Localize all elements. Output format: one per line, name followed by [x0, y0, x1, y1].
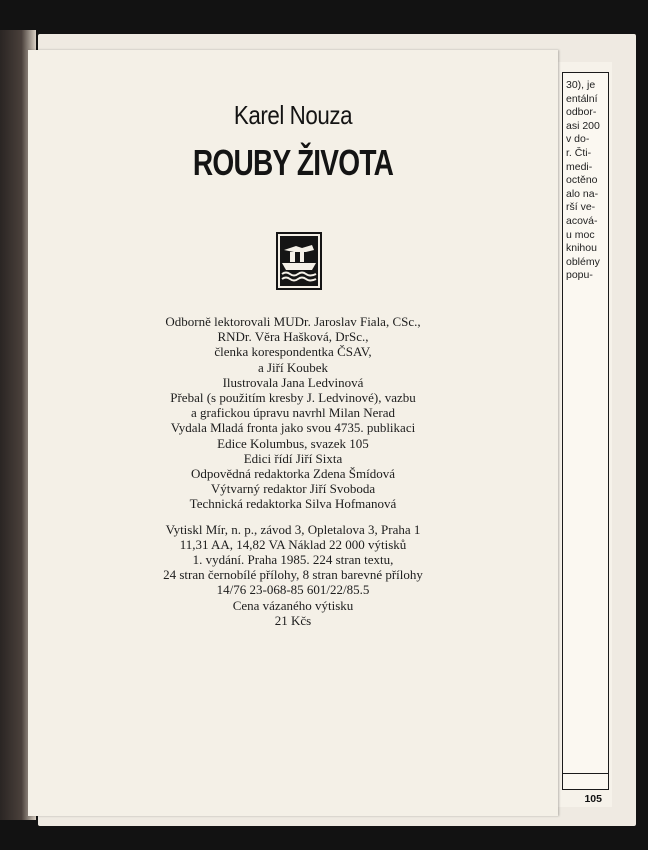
colophon-credits — [28, 314, 558, 512]
colophon-line: Odborně lektorovali MUDr. Jaroslav Fiala, CSc., — [165, 314, 421, 329]
right-page-line: popu- — [566, 269, 593, 282]
right-page-line: acová- — [566, 214, 598, 227]
colophon-line: Edice Kolumbus, svazek 105 — [217, 435, 369, 451]
right-page-text — [566, 79, 606, 283]
right-page-line: u moc — [566, 228, 595, 241]
right-page-separator — [563, 773, 608, 774]
colophon-line: Výtvarný redaktor Jiří Svoboda — [210, 481, 376, 497]
colophon-line: Vytiskl Mír, n. p., závod 3, Opletalova 3, Praha 1 — [165, 521, 421, 537]
colophon-line: 1. vydání. Praha 1985. 224 stran textu, — [192, 552, 394, 568]
right-page-line: alo na- — [566, 187, 599, 200]
right-page-line: rší ve- — [566, 201, 596, 214]
colophon-printing — [28, 522, 558, 628]
colophon-line: 14/76 23-068-85 601/22/85.5 — [216, 582, 370, 598]
right-page-line: oblémy — [566, 255, 600, 268]
right-page-text-frame — [562, 72, 609, 805]
right-page-line: asi 200 — [566, 119, 600, 132]
author-name: Karel Nouza — [233, 100, 353, 130]
colophon-line: a grafickou úpravu navrhl Milan Nerad — [191, 405, 395, 421]
colophon-line: Přebal (s použitím kresby J. Ledvinové), vazbu — [170, 390, 416, 406]
colophon-line: Odpovědná redaktorka Zdena Šmídová — [191, 466, 395, 482]
colophon-line: členka korespondentka ČSAV, — [214, 344, 372, 360]
colophon-line: RNDr. Věra Hašková, DrSc., — [217, 329, 369, 345]
right-page-line: 30), je — [566, 79, 596, 91]
right-page-line: octěno — [566, 174, 598, 187]
colophon-line: 21 Kčs — [274, 612, 312, 628]
page-number: 105 — [584, 793, 602, 805]
right-page-line: knihou — [566, 242, 597, 255]
right-page-line: medi- — [566, 160, 593, 173]
colophon-line: Vydala Mladá fronta jako svou 4735. publikaci — [170, 420, 416, 436]
publisher-ship-logo-icon — [276, 232, 322, 290]
title-page — [28, 50, 558, 816]
colophon-line: Ilustrovala Jana Ledvinová — [222, 374, 364, 390]
right-page-line: entální — [566, 92, 598, 105]
colophon-line: Cena vázaného výtisku — [232, 597, 354, 613]
colophon-line: 11,31 AA, 14,82 VA Náklad 22 000 výtisků — [179, 536, 407, 552]
colophon-line: 24 stran černobílé přílohy, 8 stran barevné přílohy — [163, 567, 423, 583]
colophon-line: a Jiří Koubek — [257, 359, 329, 375]
book-title: ROUBY ŽIVOTA — [192, 142, 394, 183]
right-page-line: v do- — [566, 133, 590, 146]
right-page-line: odbor- — [566, 106, 597, 119]
colophon-line: Technická redaktorka Silva Hofmanová — [189, 496, 397, 512]
colophon-line: Edici řídí Jiří Sixta — [243, 450, 343, 466]
right-page-line: r. Čti- — [566, 146, 592, 159]
colophon — [28, 314, 558, 628]
